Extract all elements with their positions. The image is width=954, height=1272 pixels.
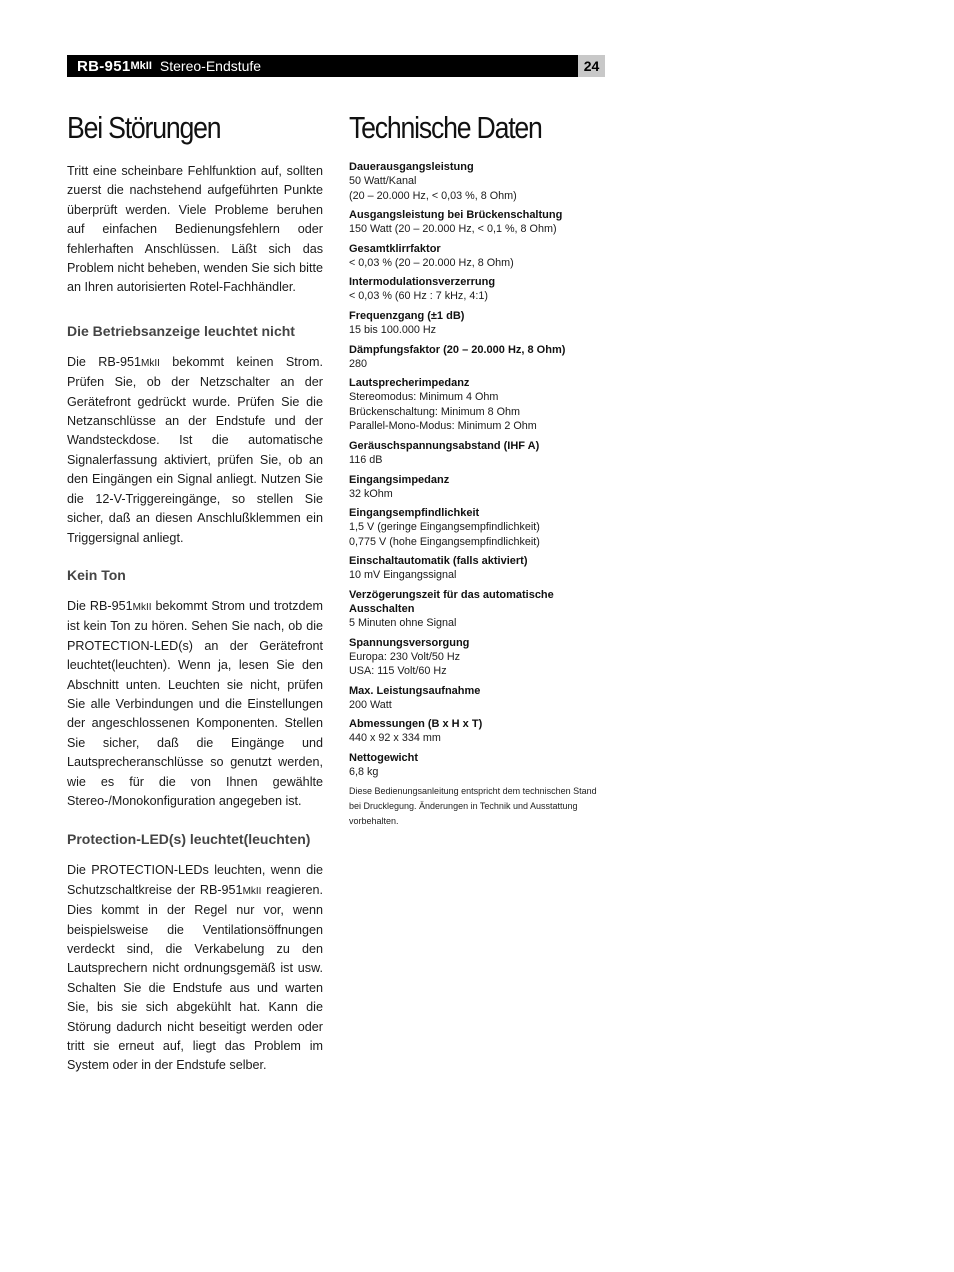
spec-item: [349, 473, 609, 502]
spec-label: Nettogewicht: [349, 751, 419, 764]
header-subtitle: Stereo-Endstufe: [159, 58, 262, 74]
spec-label: Max. Leistungsaufnahme: [349, 684, 481, 697]
spec-value: 116 dB: [349, 453, 383, 466]
spec-value: Brückenschaltung: Minimum 8 Ohm: [349, 405, 521, 418]
spec-item: [349, 242, 609, 271]
spec-label: Dämpfungsfaktor (20 – 20.000 Hz, 8 Ohm): [349, 343, 566, 356]
spec-label: Eingangsimpedanz: [349, 473, 450, 486]
spec-label: Geräuschspannungsabstand (IHF A): [349, 439, 540, 452]
spec-item: [349, 208, 609, 237]
section-text-protection-led: Die PROTECTION-LEDs leuchten, wenn die Schutzschaltkreise der RB-951MkII reagieren. Dies kommt in der Regel nur vor, wenn beispielsweise die Ventilationsöffnungen verdeckt sind, die Verkabelung zu den Lautsprechern nicht ordnungsgemäß ist usw. Schalten Sie die Endstufe aus und warten Sie, bis sie sich abgekühlt hat. Kann die Störung dadurch nicht beseitigt werden oder tritt sie erneut auf, liegt das Problem im System oder in der Endstufe selber.: [67, 863, 323, 1073]
spec-value: 15 bis 100.000 Hz: [349, 323, 437, 336]
spec-label: Abmessungen (B x H x T): [349, 718, 483, 731]
spec-item: [349, 636, 609, 679]
disclaimer-text: Diese Bedienungsanleitung entspricht dem technischen Stand bei Drucklegung. Änderungen in Technik und Ausstattung vorbehalten.: [349, 786, 597, 827]
spec-label: Einschaltautomatik (falls aktiviert): [349, 555, 528, 568]
spec-item: [349, 309, 609, 338]
header-model-suffix: MkII: [130, 60, 152, 72]
spec-value: 5 Minuten ohne Signal: [349, 616, 457, 629]
troubleshooting-column: [67, 108, 323, 1076]
spec-label: Spannungsversorgung: [349, 636, 470, 649]
spec-item: [349, 506, 609, 549]
spec-label: Lautsprecherimpedanz: [349, 377, 470, 390]
spec-item: [349, 160, 609, 203]
spec-value: 440 x 92 x 334 mm: [349, 732, 441, 745]
spec-item: [349, 588, 609, 631]
header-bar: [67, 55, 578, 77]
troubleshooting-title: Bei Störungen: [67, 110, 221, 145]
spec-item: [349, 376, 609, 434]
spec-label: Dauerausgangsleistung: [349, 161, 474, 173]
spec-label: Frequenzgang (±1 dB): [349, 309, 465, 322]
spec-value: 1,5 V (geringe Eingangsempfindlichkeit): [349, 521, 540, 534]
section-text-power-led: Die RB-951MkII bekommt keinen Strom. Prüfen Sie, ob der Netzschalter an der Gerätefront gedrückt wurde. Prüfen Sie die Netzanschlüsse an der Endstufe und der Wandsteckdose. Ist die automatische Signalerfassung aktiviert, prüfen Sie, ob an den Eingängen ein Signal anliegt. Nutzen Sie die 12-V-Triggereingänge, so stellen Sie sicher, daß an diesen Anschlußklemmen ein Triggersignal anliegt.: [67, 354, 323, 545]
spec-item: [349, 717, 609, 746]
spec-value: < 0,03 % (60 Hz : 7 kHz, 4:1): [349, 290, 488, 303]
spec-value: Parallel-Mono-Modus: Minimum 2 Ohm: [349, 420, 537, 433]
specifications-title: Technische Daten: [349, 110, 542, 145]
spec-label: Gesamtklirrfaktor: [349, 242, 441, 255]
spec-item: [349, 554, 609, 583]
spec-label: Verzögerungszeit für das automatische Ausschalten: [349, 588, 554, 615]
spec-value: 6,8 kg: [349, 765, 379, 778]
header-model: RB-951: [77, 57, 131, 75]
spec-label: Ausgangsleistung bei Brückenschaltung: [349, 209, 563, 222]
spec-value: 32 kOhm: [349, 487, 393, 500]
spec-item: [349, 439, 609, 468]
spec-value: 0,775 V (hohe Eingangsempfindlichkeit): [349, 535, 540, 548]
section-heading-protection-led: Protection-LED(s) leuchtet(leuchten): [67, 831, 311, 848]
specifications-column: [349, 108, 609, 829]
spec-label: Intermodulationsverzerrung: [349, 276, 496, 289]
spec-value: 50 Watt/Kanal: [349, 175, 417, 187]
spec-list: [349, 160, 609, 779]
spec-value: USA: 115 Volt/60 Hz: [349, 665, 447, 678]
spec-item: [349, 684, 609, 713]
page-number: 24: [578, 55, 605, 77]
section-text-no-sound: Die RB-951MkII bekommt Strom und trotzdem ist kein Ton zu hören. Sehen Sie nach, ob die PROTECTION-LED(s) an der Gerätefront leuchtet(leuchten). Wenn ja, lesen Sie den Abschnitt unten. Leuchten sie nicht, prüfen Sie alle Verbindungen und die Einstellungen der angeschlossenen Komponenten. Stellen Sie sicher, daß die Eingänge und Lautsprecheranschlüsse so genutzt werden, wie es für die von Ihnen gewählte Stereo-/Monokonfiguration angegeben ist.: [67, 598, 323, 808]
section-heading-power-led: Die Betriebsanzeige leuchtet nicht: [67, 322, 295, 339]
spec-label: Eingangsempfindlichkeit: [349, 507, 480, 520]
spec-value: 10 mV Eingangssignal: [349, 569, 457, 582]
section-heading-no-sound: Kein Ton: [67, 566, 126, 583]
spec-value: < 0,03 % (20 – 20.000 Hz, 8 Ohm): [349, 256, 514, 269]
spec-value: 280: [349, 357, 368, 370]
spec-value: 150 Watt (20 – 20.000 Hz, < 0,1 %, 8 Ohm): [349, 223, 557, 236]
troubleshooting-intro: Tritt eine scheinbare Fehlfunktion auf, sollten zuerst die nachstehend aufgeführten Punkte überprüft werden. Viele Probleme beruhen auf einfachen Bedienungsfehlern oder fehlerhaften Anschlüssen. Läßt sich das Problem nicht beheben, wenden Sie sich bitte an Ihren autorisierten Rotel-Fachhändler.: [67, 164, 323, 295]
spec-item: [349, 275, 609, 304]
spec-value: 200 Watt: [349, 698, 392, 711]
spec-item: [349, 751, 609, 780]
spec-value: Stereomodus: Minimum 4 Ohm: [349, 391, 499, 404]
spec-value: Europa: 230 Volt/50 Hz: [349, 650, 461, 663]
spec-item: [349, 343, 609, 372]
spec-value: (20 – 20.000 Hz, < 0,03 %, 8 Ohm): [349, 189, 517, 202]
